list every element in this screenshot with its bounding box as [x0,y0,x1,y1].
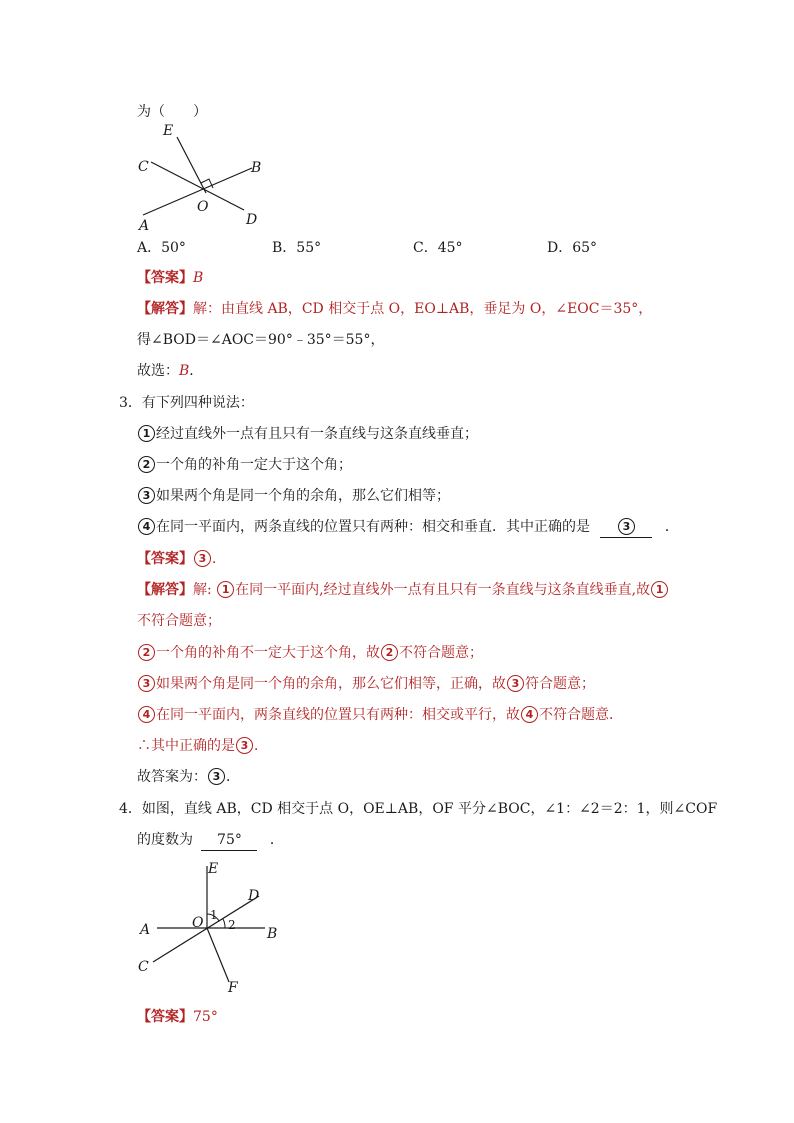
label-c: C [138,959,149,975]
q4-stem-line2 [137,830,284,851]
q3-solution-line1 [137,580,669,600]
solution-text: 不符合题意． [539,707,623,723]
item-end: ． [664,519,679,535]
choose-prefix: 故选： [137,363,179,379]
answer-blank: 75° [201,830,257,851]
q3-solution-line5 [137,705,623,725]
q3-item-2 [137,455,352,475]
circled-number: 3 [618,518,635,535]
answer-tag: 【答案】 [137,551,193,567]
angle-2-arc [223,919,225,928]
q4-stem-line1: 4．如图，直线 AB，CD 相交于点 O，OE⊥AB，OF 平分∠BOC，∠1：∠2＝2：1，则∠COF [119,801,718,817]
q3-final-answer [137,767,240,787]
circled-number: 2 [138,644,155,661]
choose-answer: B [179,363,190,379]
q3-solution-line6 [137,736,268,756]
line-of [207,928,229,982]
solution-tag: 【解答】 [137,582,193,598]
answer-tag: 【答案】 [137,270,193,286]
q2-stem-tail: 为（ ） [137,104,207,120]
circled-number: 3 [138,487,155,504]
q3-solution-line3 [137,643,483,663]
circled-number: 2 [138,456,155,473]
answer-value: B [193,270,204,286]
circled-number: 1 [651,581,668,598]
circled-number: 3 [208,768,225,785]
q2-answer [137,268,203,288]
answer-blank [600,517,652,538]
q3-stem: 3．有下列四种说法： [119,395,254,411]
stem-text: 的度数为 [137,832,193,848]
solution-text: 在同一平面内，两条直线的位置只有两种：相交或平行，故 [156,707,520,723]
item-text: 一个角的补角一定大于这个角； [156,457,352,473]
circled-number: 3 [138,675,155,692]
circled-number: 4 [138,518,155,535]
solution-text: ． [254,738,268,754]
answer-end: ． [212,551,226,567]
circled-number: 3 [236,737,253,754]
label-d: D [248,888,260,904]
q3-answer [137,549,226,569]
label-angle-2: 2 [228,918,236,932]
q3-item-3 [137,486,450,506]
label-e: E [163,123,174,139]
label-d: D [246,212,258,228]
circled-number: 1 [138,425,155,442]
q3-item-1 [137,424,478,444]
circled-number: 4 [521,706,538,723]
circled-number: 1 [217,581,234,598]
label-a: A [139,218,150,232]
q4-figure [135,858,285,998]
q2-figure [135,122,275,232]
label-b: B [251,160,262,176]
q2-solution-line2: 得∠BOD＝∠AOC＝90°﹣35°＝55°， [137,332,385,348]
solution-text: 一个角的补角不一定大于这个角，故 [156,645,380,661]
q2-solution-line3 [137,361,203,381]
label-o: O [192,915,204,931]
solution-text: 解: [193,582,217,598]
stem-text: ． [269,832,284,848]
solution-text: 解：由直线 AB，CD 相交于点 O，EO⊥AB，垂足为 O，∠EOC＝35°， [193,301,653,317]
q2-solution-line1 [137,299,652,319]
option-a: A．50° [137,240,186,256]
final-text: ． [226,769,240,785]
option-c: C．45° [413,240,463,256]
line-cd [153,896,259,962]
q3-item-4 [137,517,679,538]
solution-text: 符合题意； [525,676,595,692]
label-c: C [138,159,149,175]
label-o: O [197,199,209,215]
label-e: E [208,861,219,877]
q4-answer [137,1007,218,1027]
label-f: F [228,980,238,996]
circled-number: 3 [507,675,524,692]
solution-text: 在同一平面内,经过直线外一点有且只有一条直线与这条直线垂直,故 [235,582,651,598]
answer-tag: 【答案】 [137,1009,193,1025]
item-text: 如果两个角是同一个角的余角，那么它们相等； [156,488,450,504]
solution-text: ∴其中正确的是 [137,738,235,754]
final-text: 故答案为： [137,769,207,785]
label-angle-1: 1 [210,908,218,922]
item-text: 在同一平面内，两条直线的位置只有两种：相交和垂直．其中正确的是 [156,519,590,535]
answer-value: 75° [193,1009,218,1025]
solution-tag: 【解答】 [137,301,193,317]
line-eo [177,137,206,193]
label-a: A [140,922,151,938]
option-d: D．65° [547,240,598,256]
choose-suffix: ． [189,363,204,379]
solution-text: 如果两个角是同一个角的余角，那么它们相等，正确，故 [156,676,506,692]
label-b: B [267,926,278,942]
option-b: B．55° [272,240,322,256]
q3-solution-line2: 不符合题意； [137,613,221,629]
solution-text: 不符合题意； [399,645,483,661]
item-text: 经过直线外一点有且只有一条直线与这条直线垂直； [156,426,478,442]
circled-number: 4 [138,706,155,723]
q3-solution-line4 [137,674,595,694]
circled-number: 3 [194,550,211,567]
circled-number: 2 [381,644,398,661]
